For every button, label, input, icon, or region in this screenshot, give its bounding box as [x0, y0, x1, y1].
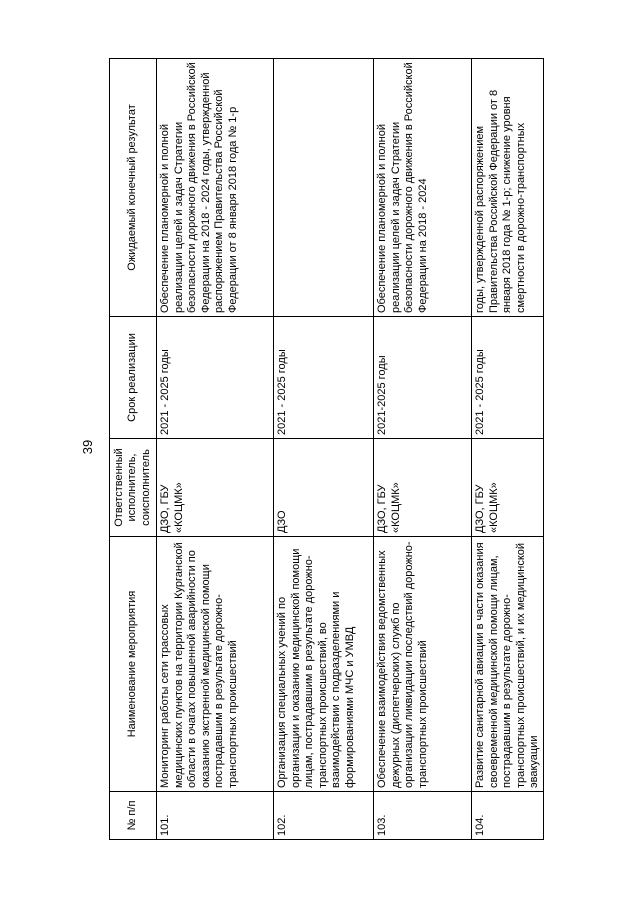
row-number: 103.: [374, 792, 472, 840]
measure-name: Обеспечение взаимодействия ведомственных дежурных (диспетчерских) служб по организации ликвидации последствий дорожно-транспортных происшествий: [374, 537, 472, 792]
term: 2021-2025 годы: [374, 317, 472, 439]
row-number: 101.: [157, 792, 274, 840]
table-row: [374, 59, 472, 840]
expected-result: [274, 59, 374, 317]
header-term: Срок реализации: [110, 317, 157, 439]
row-number: 104.: [472, 792, 544, 840]
responsible: ДЗО, ГБУ «КОЦМК»: [472, 439, 544, 537]
measures-table: [109, 58, 544, 840]
term: 2021 - 2025 годы: [274, 317, 374, 439]
responsible: ДЗО, ГБУ «КОЦМК»: [157, 439, 274, 537]
table-row: [472, 59, 544, 840]
term: 2021 - 2025 годы: [472, 317, 544, 439]
row-number: 102.: [274, 792, 374, 840]
expected-result: Обеспечение планомерной и полной реализации целей и задач Стратегии безопасности дорожного движения в Российской Федерации на 2018 - 2024: [374, 59, 472, 317]
term: 2021 - 2025 годы: [157, 317, 274, 439]
measure-name: Организация специальных учений по организации и оказанию медицинской помощи лицам, пострадавшим в результате дорожно-транспортных происшествий, во взаимодействии с подразделениями и формированиями МЧС и УМВД: [274, 537, 374, 792]
responsible: ДЗО, ГБУ «КОЦМК»: [374, 439, 472, 537]
responsible: ДЗО: [274, 439, 374, 537]
table-header-row: [110, 59, 157, 840]
header-num: № п/п: [110, 792, 157, 840]
page-number: 39: [80, 439, 95, 455]
table-row: [157, 59, 274, 840]
header-name: Наименование мероприятия: [110, 537, 157, 792]
measure-name: Мониторинг работы сети трассовых медицинских пунктов на территории Курганской области в очагах повышенной аварийности по оказанию экстренной медицинской помощи пострадавшим в результате дорожно-транспортных происшествий: [157, 537, 274, 792]
expected-result: Обеспечение планомерной и полной реализации целей и задач Стратегии безопасности дорожного движения в Российской Федерации на 2018 - 2024 годы, утвержденной распоряжением Правительства Российской Федерации от 8 января 2018 года № 1-р: [157, 59, 274, 317]
header-result: Ожидаемый конечный результат: [110, 59, 157, 317]
expected-result: годы, утвержденной распоряжением Правительства Российской Федерации от 8 января 2018 года № 1-р; снижение уровня смертности в дорожно-транспортных: [472, 59, 544, 317]
header-responsible: Ответственный исполнитель, соисполнитель: [110, 439, 157, 537]
document-table-container: [109, 59, 540, 840]
table-row: [274, 59, 374, 840]
measure-name: Развитие санитарной авиации в части оказания своевременной медицинской помощи лицам, пострадавшим в результате дорожно-транспортных происшествий, и их медицинской эвакуации: [472, 537, 544, 792]
